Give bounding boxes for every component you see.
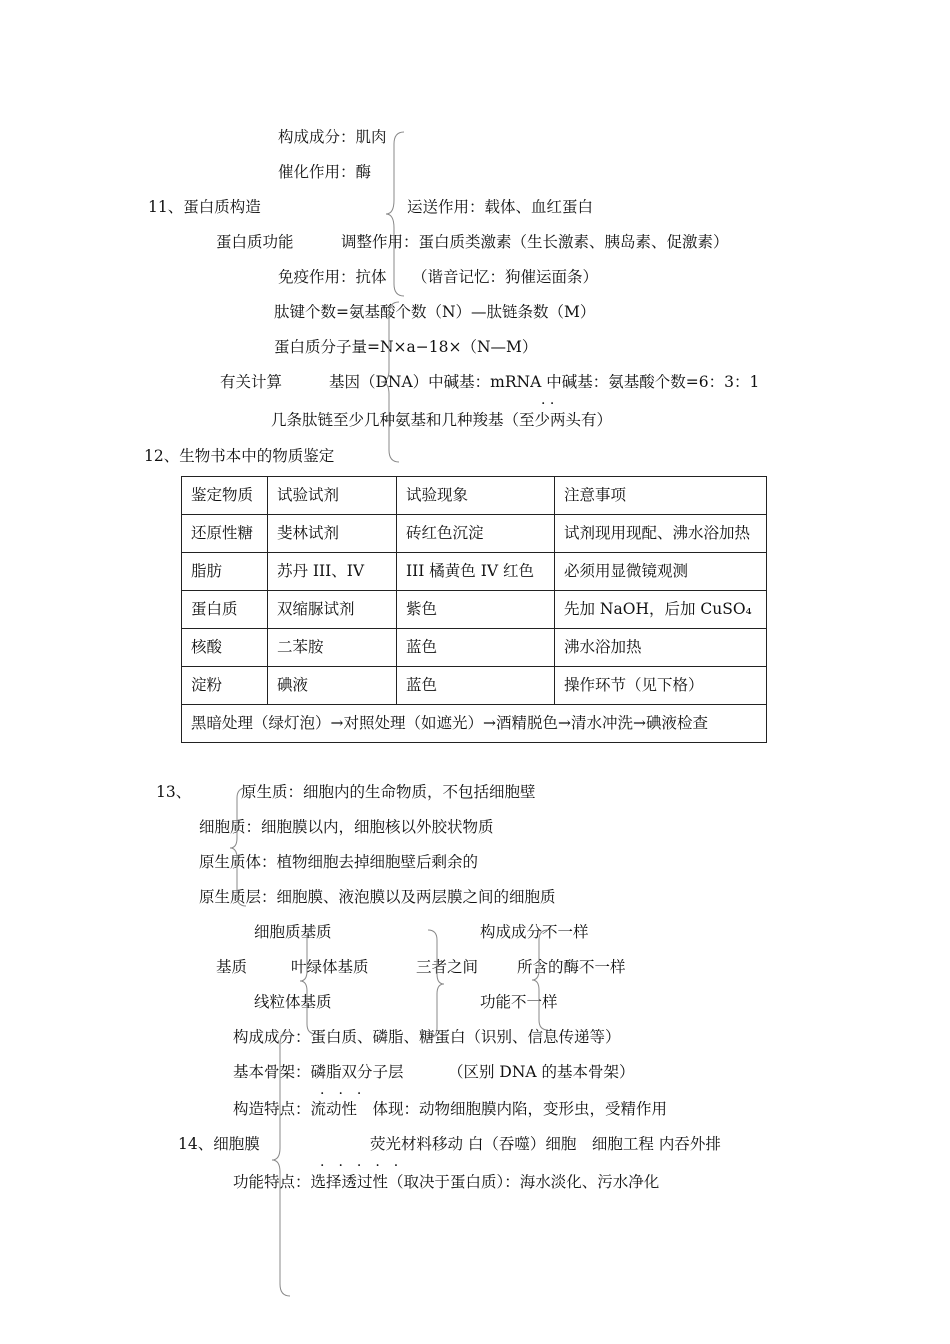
table-cell: 沸水浴加热	[555, 629, 767, 667]
table-row	[182, 629, 767, 667]
s13-cytoplasm: 细胞质：细胞膜以内，细胞核以外胶状物质	[199, 818, 494, 836]
table-cell: 还原性糖	[182, 515, 268, 553]
s13-matrix-chloro: 叶绿体基质	[291, 958, 369, 976]
s13-diff-enzyme: 所含的酶不一样	[517, 958, 626, 976]
table-cell: III 橘黄色 IV 红色	[397, 553, 555, 591]
table-cell: 蓝色	[397, 667, 555, 705]
brace-membrane	[270, 1030, 294, 1300]
s11-peptide-bonds: 肽键个数=氨基酸个数（N）—肽链条数（M）	[274, 303, 596, 321]
s13-protoplast: 原生质体：植物细胞去掉细胞壁后剩余的	[199, 853, 479, 871]
table-header-row	[182, 477, 767, 515]
s12-title: 12、生物书本中的物质鉴定	[144, 447, 335, 465]
table-cell: 脂肪	[182, 553, 268, 591]
s13-diff-composition: 构成成分不一样	[480, 923, 589, 941]
s11-molecular-weight: 蛋白质分子量=N×a−18×（N—M）	[274, 338, 538, 356]
s13-between-three: 三者之间	[416, 958, 479, 976]
s14-function: 功能特点：选择透过性（取决于蛋白质）：海水淡化、污水净化	[233, 1173, 660, 1191]
table-footer-row	[182, 705, 767, 743]
table-cell: 必须用显微镜观测	[555, 553, 767, 591]
s11-chains: 几条肽链至少几种氨基和几种羧基（至少两头有）	[271, 411, 613, 429]
table-cell: 紫色	[397, 591, 555, 629]
table-row	[182, 591, 767, 629]
table-cell: 先加 NaOH，后加 CuSO₄	[555, 591, 767, 629]
table-cell: 蛋白质	[182, 591, 268, 629]
s14-skeleton: 基本骨架：磷脂双分子层	[233, 1063, 404, 1081]
s11-title: 11、蛋白质构造	[148, 198, 261, 216]
brace-protoplasm	[228, 786, 250, 910]
brace-function	[384, 130, 408, 298]
table-header: 试验试剂	[268, 477, 397, 515]
table-cell: 碘液	[268, 667, 397, 705]
s14-title: 14、细胞膜	[178, 1135, 260, 1153]
table-row	[182, 667, 767, 705]
table-cell: 双缩脲试剂	[268, 591, 397, 629]
emphasis-dots: · · · · ·	[320, 1158, 399, 1174]
emphasis-dots: · ·	[541, 396, 555, 412]
s11-immunity: 免疫作用：抗体	[278, 268, 387, 286]
brace-matrix	[298, 926, 320, 1036]
s14-skeleton-note: （区别 DNA 的基本骨架）	[448, 1063, 635, 1081]
table-row	[182, 553, 767, 591]
table-header: 鉴定物质	[182, 477, 268, 515]
s11-transport: 运送作用：载体、血红蛋白	[407, 198, 594, 216]
s11-regulation: 调整作用：蛋白质类激素（生长激素、胰岛素、促激素）	[341, 233, 729, 251]
s14-examples: 荧光材料移动 白（吞噬）细胞 细胞工程 内吞外排	[370, 1135, 721, 1153]
table-footer: 黑暗处理（绿灯泡）→对照处理（如遮光）→酒精脱色→清水冲洗→碘液检查	[182, 705, 767, 743]
s14-composition: 构成成分：蛋白质、磷脂、糖蛋白（识别、信息传递等）	[233, 1028, 621, 1046]
table-cell: 苏丹 III、IV	[268, 553, 397, 591]
table-cell: 蓝色	[397, 629, 555, 667]
table-cell: 淀粉	[182, 667, 268, 705]
s13-matrix-cyto: 细胞质基质	[254, 923, 332, 941]
table-row	[182, 515, 767, 553]
s11-function-label: 蛋白质功能	[216, 233, 294, 251]
s11-composition: 构成成分：肌肉	[278, 128, 387, 146]
s11-calc-label: 有关计算	[220, 373, 283, 391]
table-header: 试验现象	[397, 477, 555, 515]
s11-catalysis: 催化作用：酶	[278, 163, 372, 181]
s13-diff-function: 功能不一样	[480, 993, 558, 1011]
table-cell: 核酸	[182, 629, 268, 667]
table-cell: 操作环节（见下格）	[555, 667, 767, 705]
brace-structure	[379, 300, 403, 466]
s11-mnemonic: （谐音记忆：狗催运面条）	[412, 268, 599, 286]
s13-num: 13、	[156, 783, 192, 801]
brace-between	[426, 928, 448, 1040]
s13-matrix-mito: 线粒体基质	[254, 993, 332, 1011]
table-cell: 试剂现用现配、沸水浴加热	[555, 515, 767, 553]
table-header: 注意事项	[555, 477, 767, 515]
s13-protoplasmic-layer: 原生质层：细胞膜、液泡膜以及两层膜之间的细胞质	[199, 888, 556, 906]
identification-table	[181, 476, 767, 743]
table-cell: 斐林试剂	[268, 515, 397, 553]
s13-matrix-label: 基质	[216, 958, 248, 976]
brace-differences	[530, 928, 552, 1032]
s13-protoplasm: 原生质：细胞内的生命物质，不包括细胞壁	[241, 783, 536, 801]
emphasis-dots: · · ·	[320, 1086, 362, 1102]
table-cell: 二苯胺	[268, 629, 397, 667]
s14-structure: 构造特点：流动性 体现：动物细胞膜内陷，变形虫，受精作用	[233, 1100, 668, 1118]
s11-gene-ratio: 基因（DNA）中碱基：mRNA 中碱基：氨基酸个数=6：3：1	[329, 373, 760, 391]
table-cell: 砖红色沉淀	[397, 515, 555, 553]
